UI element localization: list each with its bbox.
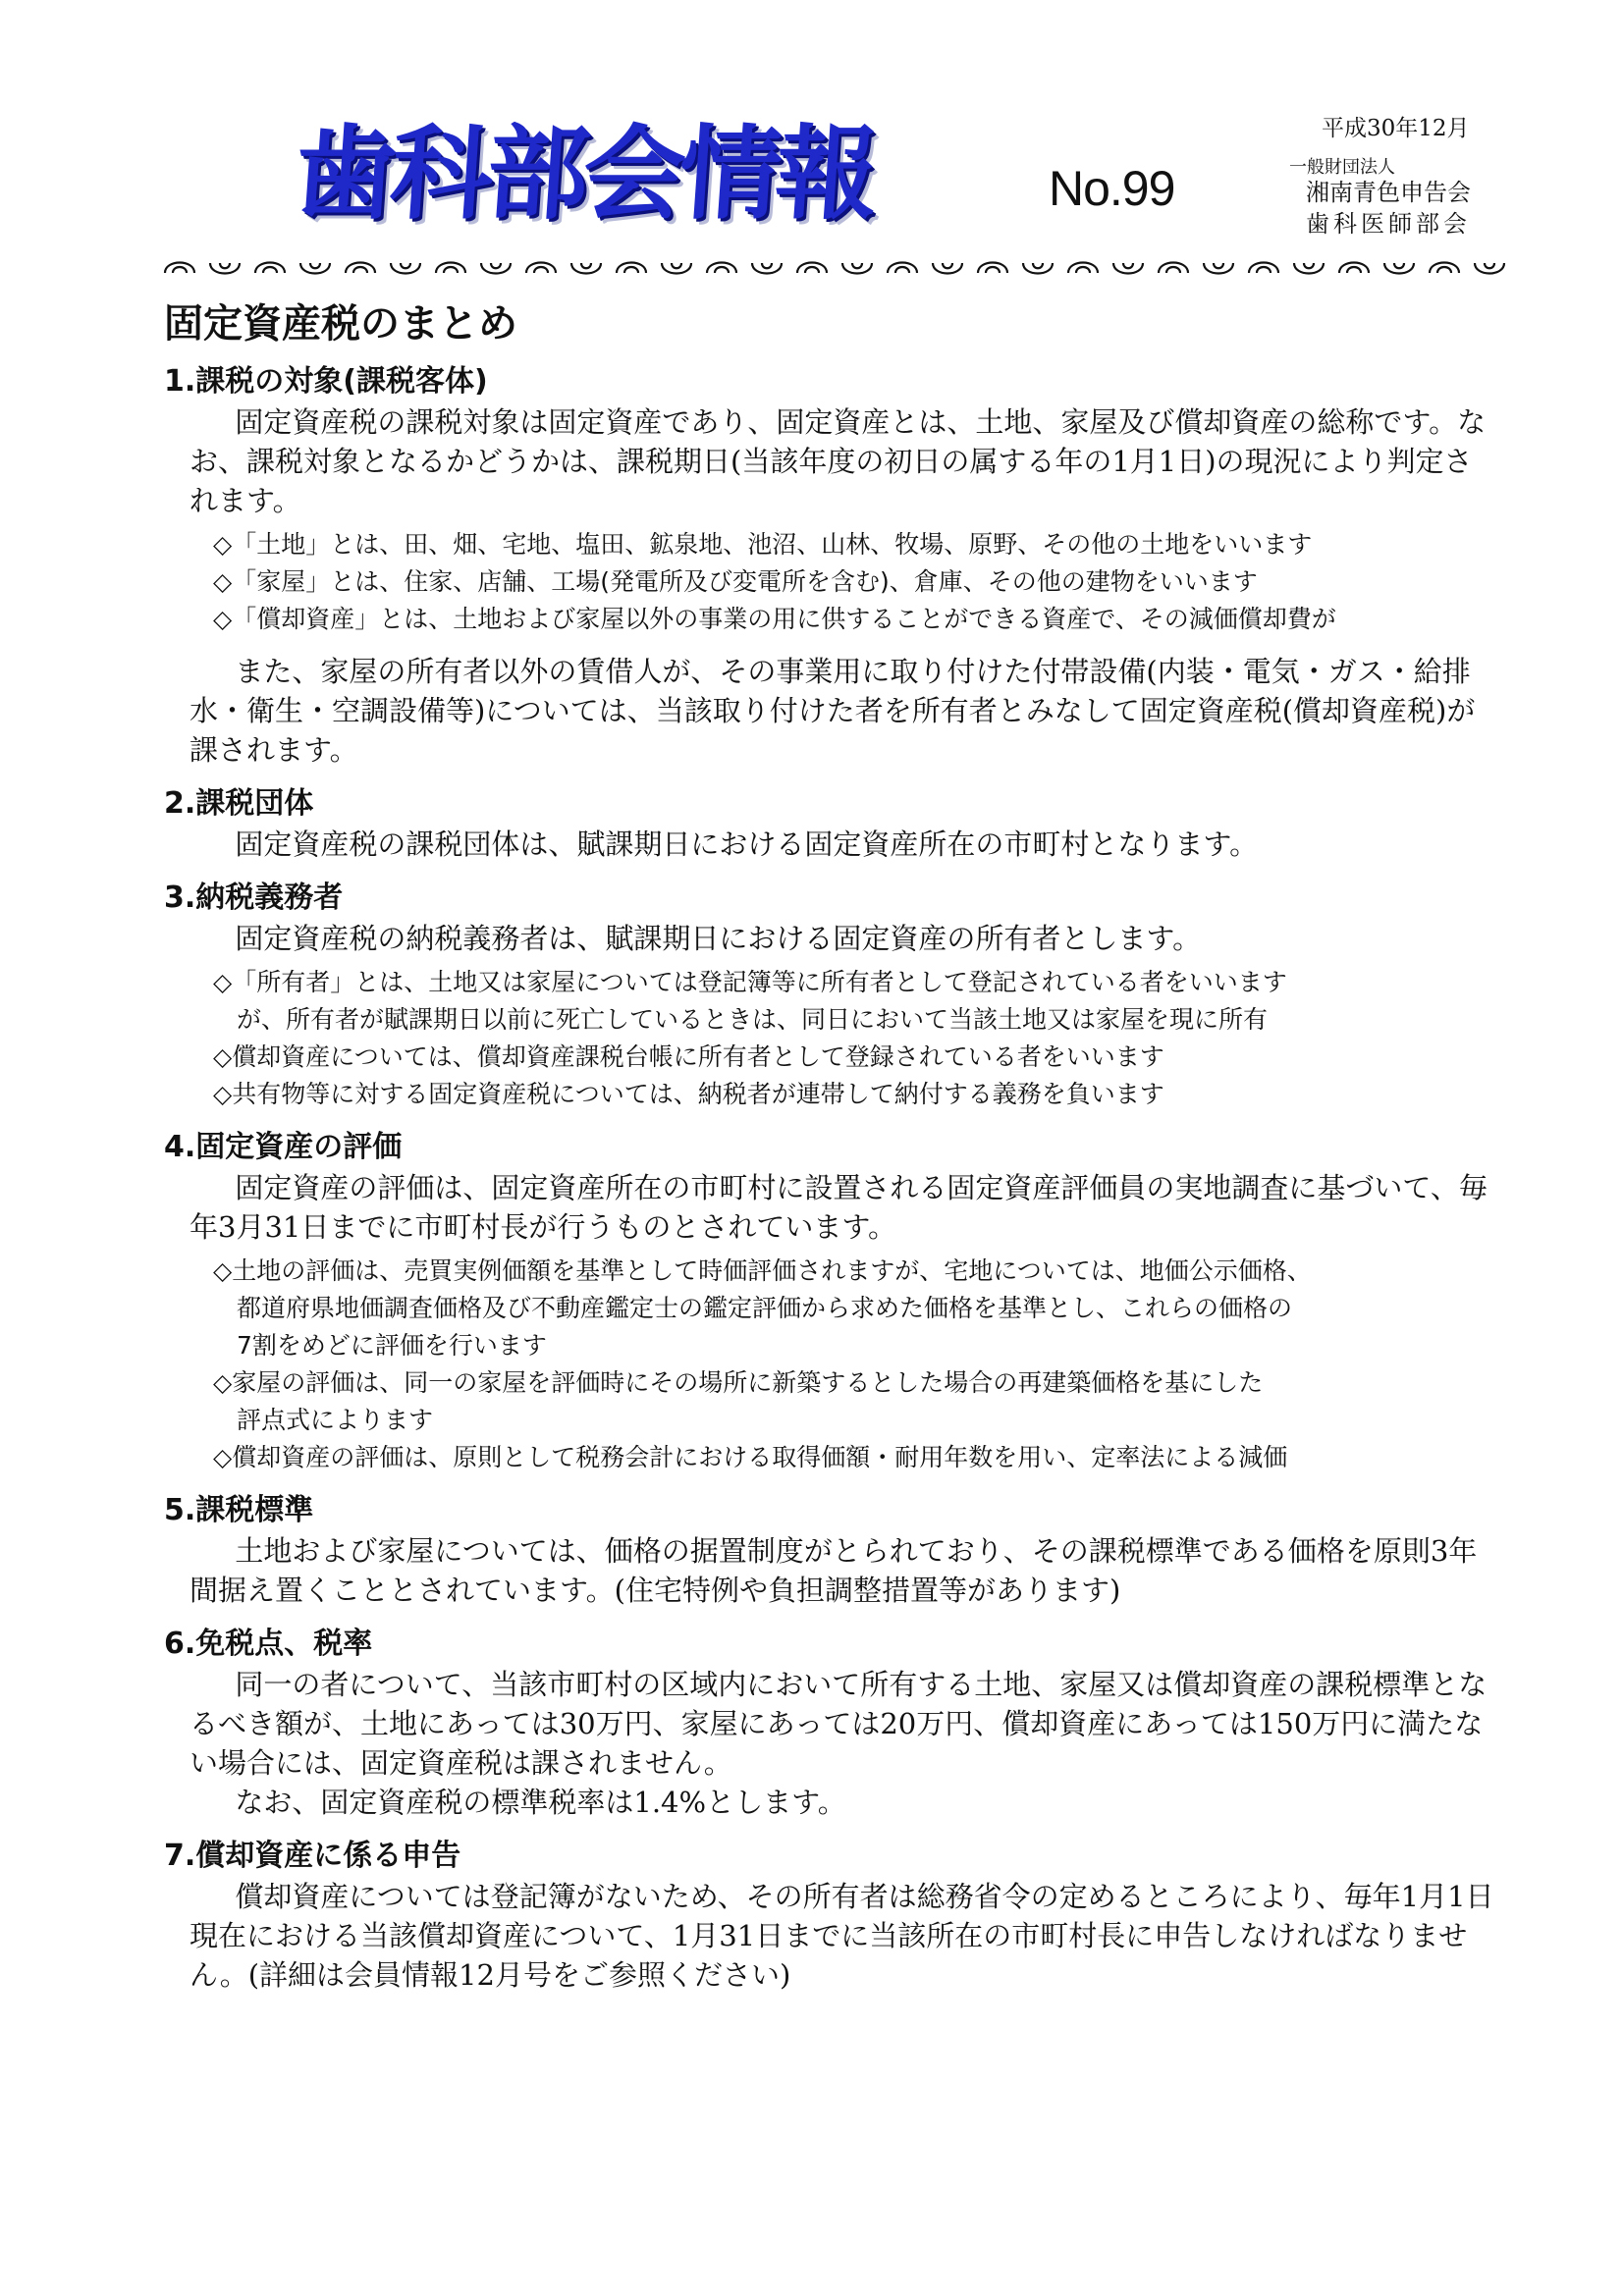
divider-ornament (1249, 263, 1278, 274)
divider-ornament (797, 263, 827, 274)
section-heading: 7.償却資産に係る申告 (164, 1839, 461, 1873)
section-paragraph: 固定資産税の課税対象は固定資産であり、固定資産とは、土地、家屋及び償却資産の総称です。なお、課税対象となるかどうかは、課税期日(当該年度の初日の属する年の1月1日)の現況により判定されます。 (189, 405, 1487, 517)
newsletter-title: 歯科部会情報 (290, 114, 877, 234)
divider-ornament (1068, 263, 1098, 274)
publisher-name: 湘南青色申告会 (1306, 179, 1471, 206)
divider-ornament (617, 263, 646, 274)
section-paragraph: 土地および家屋については、価格の据置制度がとられており、その課税標準である価格を原則3年間据え置くこととされています。(住宅特例や負担調整措置等があります) (189, 1534, 1478, 1607)
divider-ornament (842, 263, 872, 274)
section-tax-object (162, 361, 1497, 770)
divider-ornament (707, 263, 736, 274)
divider-ornament (1339, 263, 1369, 274)
divider-ornament (1294, 263, 1324, 274)
section-asset-valuation (162, 1127, 1497, 1476)
divider-ornament (1384, 263, 1414, 274)
section-heading: 6.免税点、税率 (164, 1627, 373, 1661)
divider-ornament (1113, 263, 1143, 274)
section-paragraph: また、家屋の所有者以外の賃借人が、その事業用に取り付けた付帯設備(内装・電気・ガス・給排水・衛生・空調設備等)については、当該取り付けた者を所有者とみなして固定資産税(償却資産税)が課されます。 (189, 655, 1476, 767)
publisher-type: 一般財団法人 (1289, 157, 1395, 178)
section-heading: 4.固定資産の評価 (164, 1130, 403, 1164)
section-paragraph: 同一の者について、当該市町村の区域内において所有する土地、家屋又は償却資産の課税標準となるべき額が、土地にあっては30万円、家屋にあっては20万円、償却資産にあっては150万円に満たない場合には、固定資産税は課されません。 (189, 1668, 1488, 1780)
article (162, 294, 1497, 1995)
section-taxpayer (162, 878, 1497, 1113)
divider-ornament (752, 263, 782, 274)
section-paragraph: 固定資産の評価は、固定資産所在の市町村に設置される固定資産評価員の実地調査に基づいて、毎年3月31日までに市町村長が行うものとされています。 (189, 1171, 1488, 1244)
divider-ornament (978, 263, 1007, 274)
bullet-continuation: 都道府県地価調査価格及び不動産鑑定士の鑑定評価から求めた価格を基準とし、これらの価格の (237, 1294, 1293, 1322)
bullet-item: ◇償却資産の評価は、原則として税務会計における取得価額・耐用年数を用い、定率法による減価 (213, 1443, 1288, 1471)
section-tax-base (162, 1490, 1497, 1610)
divider-ornament (1430, 263, 1459, 274)
divider-ornament (888, 263, 917, 274)
bullet-continuation: 評点式によります (237, 1406, 434, 1434)
section-heading: 1.課税の対象(課税客体) (164, 364, 488, 399)
divider-ornament (662, 263, 691, 274)
bullet-item: ◇共有物等に対する固定資産税については、納税者が連帯して納付する義務を負います (213, 1080, 1164, 1108)
divider-ornament (526, 263, 556, 274)
section-heading: 3.納税義務者 (164, 881, 344, 915)
divider-ornament (436, 263, 465, 274)
divider-ornament (1204, 263, 1233, 274)
bullet-item: ◇土地の評価は、売買実例価額を基準として時価評価されますが、宅地については、地価公示価格、 (213, 1256, 1312, 1285)
divider-ornament (1159, 263, 1188, 274)
divider-ornament (165, 263, 194, 274)
divider-ornament (933, 263, 962, 274)
issue-number: No.99 (1049, 161, 1175, 216)
section-heading: 2.課税団体 (164, 786, 314, 821)
masthead (0, 0, 1623, 245)
section-heading: 5.課税標準 (164, 1493, 314, 1527)
divider-ornament (391, 263, 420, 274)
bullet-item: ◇「償却資産」とは、土地および家屋以外の事業の用に供することができる資産で、その減価償却費が (213, 605, 1336, 633)
section-depreciable-assets-filing (162, 1836, 1497, 1995)
section-exemption-rate (162, 1624, 1497, 1822)
divider-ornament (255, 263, 285, 274)
divider-ornament (1475, 263, 1504, 274)
bullet-item: ◇家屋の評価は、同一の家屋を評価時にその場所に新築するとした場合の再建築価格を基にした (213, 1368, 1264, 1397)
divider-ornament (481, 263, 511, 274)
section-paragraph: なお、固定資産税の標準税率は1.4%とします。 (235, 1786, 846, 1819)
section-paragraph: 固定資産税の納税義務者は、賦課期日における固定資産の所有者とします。 (235, 922, 1202, 955)
divider-ornament (300, 263, 330, 274)
section-tax-authority (162, 783, 1497, 864)
section-paragraph: 償却資産については登記簿がないため、その所有者は総務省令の定めるところにより、毎年1月1日現在における当該償却資産について、1月31日までに当該所在の市町村長に申告しなければなりません。(詳細は会員情報12月号をご参照ください) (189, 1880, 1494, 1992)
bullet-item: ◇「土地」とは、田、畑、宅地、塩田、鉱泉地、池沼、山林、牧場、原野、その他の土地をいいます (213, 530, 1313, 559)
bullet-item: ◇「所有者」とは、土地又は家屋については登記簿等に所有者として登記されている者をいいます (213, 968, 1287, 996)
divider-ornament (1023, 263, 1053, 274)
divider-ornament (210, 263, 240, 274)
bullet-continuation: 7割をめどに評価を行います (237, 1331, 547, 1360)
bullet-item: ◇償却資産については、償却資産課税台帳に所有者として登録されている者をいいます (213, 1042, 1164, 1071)
ornamental-divider (157, 253, 1512, 283)
bullet-continuation: が、所有者が賦課期日以前に死亡しているときは、同日において当該土地又は家屋を現に所有 (237, 1005, 1269, 1034)
divider-ornament (346, 263, 375, 274)
bullet-item: ◇「家屋」とは、住家、店舗、工場(発電所及び変電所を含む)、倉庫、その他の建物をいいます (213, 567, 1258, 596)
article-title: 固定資産税のまとめ (164, 301, 517, 347)
section-paragraph: 固定資産税の課税団体は、賦課期日における固定資産所在の市町村となります。 (235, 828, 1259, 861)
issue-date: 平成30年12月 (1322, 116, 1470, 141)
publisher-division: 歯科医師部会 (1306, 210, 1471, 238)
divider-ornament (571, 263, 601, 274)
